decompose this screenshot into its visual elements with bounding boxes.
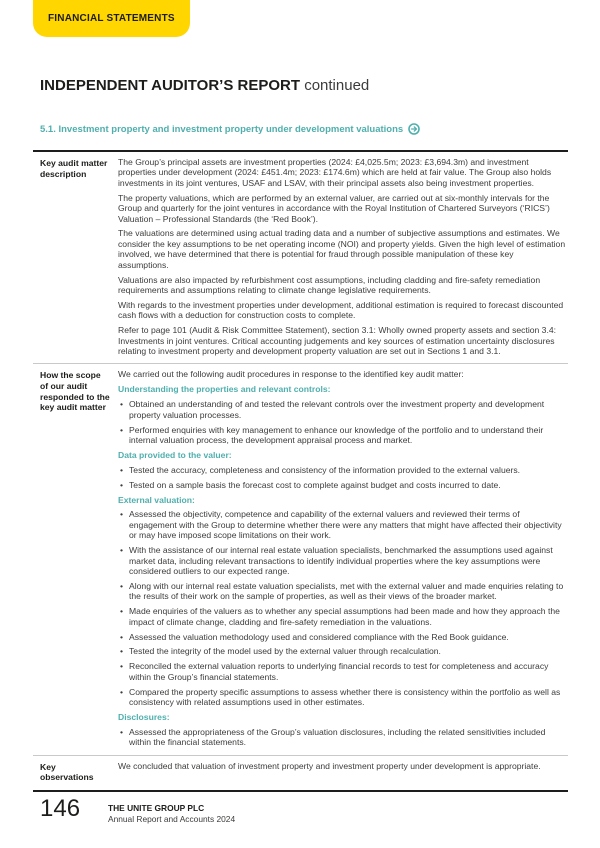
content-subheading: Disclosures: <box>118 711 170 722</box>
page-title-suffix: continued <box>304 77 370 94</box>
bullet-item: • Performed enquiries with key management to enhance our knowledge of the portfolio and to understand their internal valuation process, the development appraisal process and market. <box>118 425 566 446</box>
paragraph: The property valuations, which are performed by an external valuer, are carried out at six-monthly intervals for the Group and quarterly for the joint ventures in accordance with the Royal Institution of Chartered Surveyors (‘RICS’) Valuation – Professional Standards (the ‘Red Book’). <box>118 192 550 224</box>
paragraph: The Group’s principal assets are investment properties (2024: £4,025.5m; 2023: £3,694.3m) and investment properties under development (2024: £451.4m; 2023: £174.6m) which are held at fair value. The Group also holds investments in its joint ventures, USAF and LSAV, with their principal assets also being investment properties. <box>118 157 552 188</box>
row-label: Key audit matter description <box>40 158 108 179</box>
row-content <box>118 369 568 747</box>
bullet-item: • Reconciled the external valuation reports to underlying financial records to test for completeness and accuracy within the Group’s financial statements. <box>118 661 566 682</box>
circle-arrow-icon <box>408 123 420 135</box>
paragraph: The valuations are determined using actual trading data and a number of subjective assumptions and estimates. We consider the key assumptions to be net operating income (NOI) and property yields. Given the high level of estimation involved, we have determined that there is potential for fraud through possible manipulation of these key assumptions. <box>118 228 566 270</box>
content-subheading: External valuation: <box>118 494 195 505</box>
footer-block <box>108 803 235 825</box>
paragraph: With regards to the investment properties under development, additional estimation is required to forecast discounted cash flows with a deduction for construction costs to complete. <box>118 299 564 321</box>
page-title-main: INDEPENDENT AUDITOR’S REPORT <box>40 77 301 94</box>
bullet-item: • Made enquiries of the valuers as to whether any special assumptions had been made and how they approach the impact of climate change, cladding and fire-safety remediation in the valuations. <box>118 606 566 627</box>
paragraph: We concluded that valuation of investment property and investment property under development is appropriate. <box>118 760 541 771</box>
bullet-item: • Assessed the valuation methodology used and considered compliance with the Red Book guidance. <box>118 632 566 642</box>
row-content <box>118 761 568 783</box>
paragraph: Refer to page 101 (Audit & Risk Committee Statement), section 3.1: Wholly owned property assets and section 3.4: Investments in joint ventures. Critical accounting judgements and key sources of estimation uncertainty disclosures relating to investment property and development property valuation are set out in Sections 1 and 3.1. <box>118 325 557 356</box>
table-row <box>33 363 568 754</box>
bullet-item: • Tested on a sample basis the forecast cost to complete against budget and costs incurred to date. <box>118 480 566 490</box>
row-label: How the scope of our audit responded to the key audit matter <box>40 370 110 413</box>
footer-report-name: Annual Report and Accounts 2024 <box>108 814 236 824</box>
section-tag <box>33 0 190 37</box>
row-label: Key observations <box>40 761 94 783</box>
bullet-item: • Along with our internal real estate valuation specialists, met with the external valuer and made enquiries relating to the results of their work on the sample of properties, as well as their views of the broader market. <box>118 581 566 602</box>
bullet-item: • With the assistance of our internal real estate valuation specialists, benchmarked the assumptions used against market data, including relevant transactions to identify individual properties where the key assumptions were considered outliers to our expected range. <box>118 545 566 576</box>
table-row <box>33 755 568 790</box>
bullet-item: • Tested the accuracy, completeness and consistency of the information provided to the external valuers. <box>118 465 566 475</box>
footer-company: THE UNITE GROUP PLC <box>108 803 205 813</box>
table-row <box>33 152 568 363</box>
paragraph: We carried out the following audit procedures in response to the identified key audit matter: <box>118 369 464 380</box>
bullet-item: • Assessed the objectivity, competence and capability of the external valuers and reviewed their terms of engagement with the Group to determine whether there were any matters that might have affected their objectivity or may have imposed scope limitations on their work. <box>118 509 566 540</box>
bullet-item: • Compared the property specific assumptions to assess whether there is consistency within the portfolio as well as consistency with related assumptions used in other estimates. <box>118 687 566 708</box>
page-title <box>40 77 369 94</box>
bullet-item: • Tested the integrity of the model used by the external valuer through recalculation. <box>118 646 566 656</box>
section-tag-label: FINANCIAL STATEMENTS <box>48 13 175 24</box>
bullet-item: • Assessed the appropriateness of the Group’s valuation disclosures, including the related sensitivities included within the financial statements. <box>118 727 566 748</box>
section-heading <box>40 123 420 135</box>
section-heading-text: 5.1. Investment property and investment property under development valuations <box>40 123 404 135</box>
paragraph: Valuations are also impacted by refurbishment cost assumptions, including cladding and fire-safety remediation requirements and assumptions relating to climate change legislative requirements. <box>118 274 541 295</box>
key-audit-matter-table <box>33 150 568 792</box>
bullet-item: • Obtained an understanding of and tested the relevant controls over the investment property and development property valuation processes. <box>118 399 566 420</box>
page-number: 146 <box>40 795 81 822</box>
row-content <box>118 157 568 356</box>
content-subheading: Understanding the properties and relevant controls: <box>118 384 331 395</box>
content-subheading: Data provided to the valuer: <box>118 449 232 460</box>
